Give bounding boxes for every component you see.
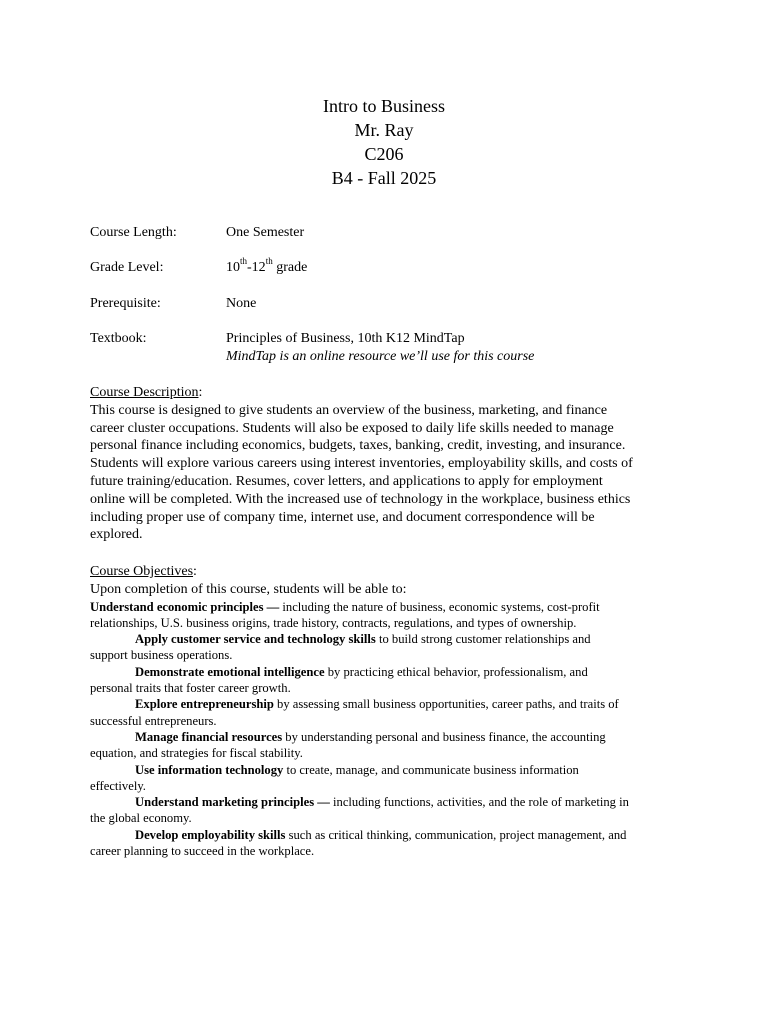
objective-title: Develop employability skills bbox=[135, 827, 286, 842]
objective-text: by practicing ethical behavior, professionalism, and bbox=[324, 664, 588, 679]
objective-continuation: the global economy. bbox=[90, 811, 192, 826]
objective-text: including the nature of business, economic systems, cost-profit bbox=[279, 599, 600, 614]
objective-item bbox=[90, 631, 690, 664]
course-description-body bbox=[90, 402, 690, 544]
objective-continuation: career planning to succeed in the workplace. bbox=[90, 844, 315, 859]
description-line: Students will explore various careers using interest inventories, employability skills, and costs of bbox=[90, 456, 633, 472]
objective-title: Demonstrate emotional intelligence bbox=[135, 664, 325, 679]
objective-text: to create, manage, and communicate business information bbox=[283, 762, 579, 777]
objective-item bbox=[90, 664, 690, 697]
objective-title: Manage financial resources bbox=[135, 729, 283, 744]
course-objectives-intro: Upon completion of this course, students will be able to: bbox=[90, 581, 407, 597]
course-title: Intro to Business bbox=[322, 96, 445, 116]
objective-title: Understand marketing principles — bbox=[135, 795, 330, 810]
objective-text: by understanding personal and business finance, the accounting bbox=[282, 729, 606, 744]
objective-item bbox=[90, 794, 690, 827]
description-line: including proper use of company time, internet use, and document correspondence will be bbox=[90, 509, 595, 525]
grade-level-value: 10th-12th grade bbox=[226, 256, 308, 275]
objective-continuation: personal traits that foster career growth. bbox=[90, 681, 291, 696]
textbook-value: Principles of Business, 10th K12 MindTap bbox=[226, 331, 465, 346]
objective-text: such as critical thinking, communication, project management, and bbox=[285, 827, 627, 842]
course-description bbox=[90, 384, 690, 544]
description-line: explored. bbox=[90, 527, 143, 543]
objective-continuation: effectively. bbox=[90, 778, 146, 793]
course-length-label: Course Length: bbox=[90, 225, 177, 240]
document-header bbox=[0, 94, 768, 190]
objective-title: Explore entrepreneurship bbox=[135, 697, 274, 712]
prerequisite-label: Prerequisite: bbox=[90, 296, 161, 311]
description-line: career cluster occupations. Students will also be exposed to daily life skills needed to manage bbox=[90, 420, 614, 436]
prerequisite-value: None bbox=[226, 296, 257, 311]
objective-continuation: equation, and strategies for fiscal stability. bbox=[90, 746, 303, 761]
objectives-list bbox=[90, 599, 690, 860]
block-term: B4 - Fall 2025 bbox=[331, 168, 437, 188]
objective-item bbox=[90, 729, 690, 762]
room-number: C206 bbox=[364, 144, 404, 164]
grade-level-label: Grade Level: bbox=[90, 260, 164, 275]
description-line: personal finance including economics, budgets, taxes, banking, credit, investing, and insurance. bbox=[90, 438, 626, 454]
course-length-value: One Semester bbox=[226, 225, 305, 240]
textbook-note: MindTap is an online resource we’ll use for this course bbox=[226, 349, 535, 364]
objective-item bbox=[90, 762, 690, 795]
objective-continuation: support business operations. bbox=[90, 648, 233, 663]
description-line: future training/education. Resumes, cover letters, and applications to apply for employment bbox=[90, 473, 603, 489]
objective-text: by assessing small business opportunities, career paths, and traits of bbox=[273, 697, 619, 712]
objective-item bbox=[90, 827, 690, 860]
objective-item bbox=[90, 696, 690, 729]
description-line: online will be completed. With the increased use of technology in the workplace, business ethics bbox=[90, 491, 631, 507]
objective-title: Understand economic principles — bbox=[90, 599, 280, 614]
course-objectives bbox=[90, 563, 690, 859]
objective-item bbox=[90, 599, 690, 632]
objective-title: Apply customer service and technology skills bbox=[135, 632, 376, 647]
objective-title: Use information technology bbox=[135, 762, 284, 777]
objective-text: to build strong customer relationships and bbox=[375, 632, 591, 647]
teacher-name: Mr. Ray bbox=[354, 120, 414, 140]
description-line: This course is designed to give students an overview of the business, marketing, and finance bbox=[90, 402, 608, 418]
textbook-label: Textbook: bbox=[90, 331, 147, 346]
objective-continuation: successful entrepreneurs. bbox=[90, 713, 217, 728]
course-objectives-heading: Course Objectives: bbox=[90, 564, 197, 579]
objective-continuation: relationships, U.S. business origins, trade history, contracts, regulations, and types of ownership. bbox=[90, 615, 577, 630]
objective-text: including functions, activities, and the role of marketing in bbox=[329, 795, 629, 810]
course-description-heading: Course Description: bbox=[90, 385, 203, 400]
